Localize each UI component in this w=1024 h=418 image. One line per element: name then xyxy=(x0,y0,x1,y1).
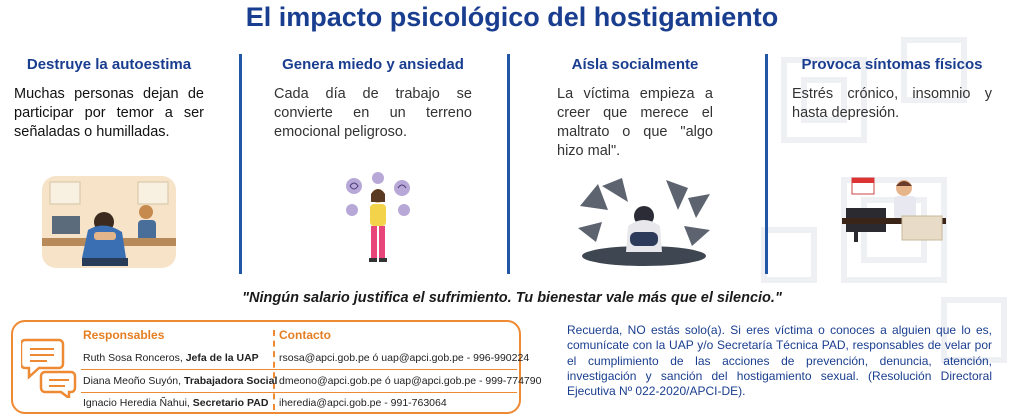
chat-bubbles-icon xyxy=(21,336,79,398)
impact-column-miedo xyxy=(274,56,472,142)
responsible-role: Jefa de la UAP xyxy=(185,352,259,364)
column-text: Cada día de trabajo se convierte en un terreno emocional peligroso. xyxy=(274,86,472,140)
column-divider xyxy=(507,54,510,274)
column-heading: Genera miedo y ansiedad xyxy=(282,56,464,73)
contacto-header: Contacto xyxy=(279,328,331,342)
responsible-row xyxy=(83,352,259,364)
page-title: El impacto psicológico del hostigamiento xyxy=(245,2,779,32)
column-heading: Aísla socialmente xyxy=(571,56,699,73)
column-text: La víctima empieza a creer que merece el maltrato o que "algo hizo mal". xyxy=(557,86,713,159)
responsible-name: Ignacio Heredia Ñahui, xyxy=(83,397,193,409)
column-text: Estrés crónico, insomnio y hasta depresión. xyxy=(792,86,992,121)
column-divider xyxy=(239,54,242,274)
column-separator xyxy=(273,330,275,410)
responsible-role: Secretario PAD xyxy=(192,397,269,409)
contact-info[interactable]: rsosa@apci.gob.pe ó uap@apci.gob.pe - 996-990224 xyxy=(279,352,530,364)
responsible-name: Diana Meoño Suyón, xyxy=(83,375,184,387)
impact-column-autoestima xyxy=(14,56,204,142)
column-divider xyxy=(765,54,768,274)
reminder-note: Recuerda, NO estás solo(a). Si eres víctima o conoces a alguien que lo es, comunícate con la UAP y/o Secretaría Técnica PAD, responsables de velar por el cumplimiento de las acciones de prevención, denuncia, atención, investigación y sanción del hostigamiento sexual. (Resolución Directoral Ejecutiva Nº 022-2020/APCI-DE). xyxy=(567,323,992,399)
stressed-worker-illustration xyxy=(842,176,946,244)
contact-box xyxy=(11,320,542,414)
responsible-row xyxy=(83,375,277,387)
row-divider xyxy=(81,392,517,393)
column-heading: Provoca síntomas físicos xyxy=(801,56,983,73)
column-text: Muchas personas dejan de participar por temor a ser señaladas o humilladas. xyxy=(14,86,204,140)
responsible-role: Trabajadora Social xyxy=(183,375,278,387)
impact-column-sintomas xyxy=(792,56,992,123)
responsables-header: Responsables xyxy=(83,328,165,342)
anxious-woman-illustration xyxy=(342,172,414,268)
contact-info[interactable]: dmeono@apci.gob.pe ó uap@apci.gob.pe - 999-774790 xyxy=(279,375,542,387)
impact-column-aislamiento xyxy=(557,56,713,161)
responsible-row xyxy=(83,397,268,409)
motivational-quote: "Ningún salario justifica el sufrimiento. Tu bienestar vale más que el silencio." xyxy=(242,290,782,306)
isolated-person-illustration xyxy=(576,176,712,266)
sad-office-worker-illustration xyxy=(42,176,176,268)
contact-info[interactable]: iheredia@apci.gob.pe - 991-763064 xyxy=(279,397,447,409)
responsible-name: Ruth Sosa Ronceros, xyxy=(83,352,186,364)
row-divider xyxy=(81,369,517,370)
column-heading: Destruye la autoestima xyxy=(26,56,192,73)
